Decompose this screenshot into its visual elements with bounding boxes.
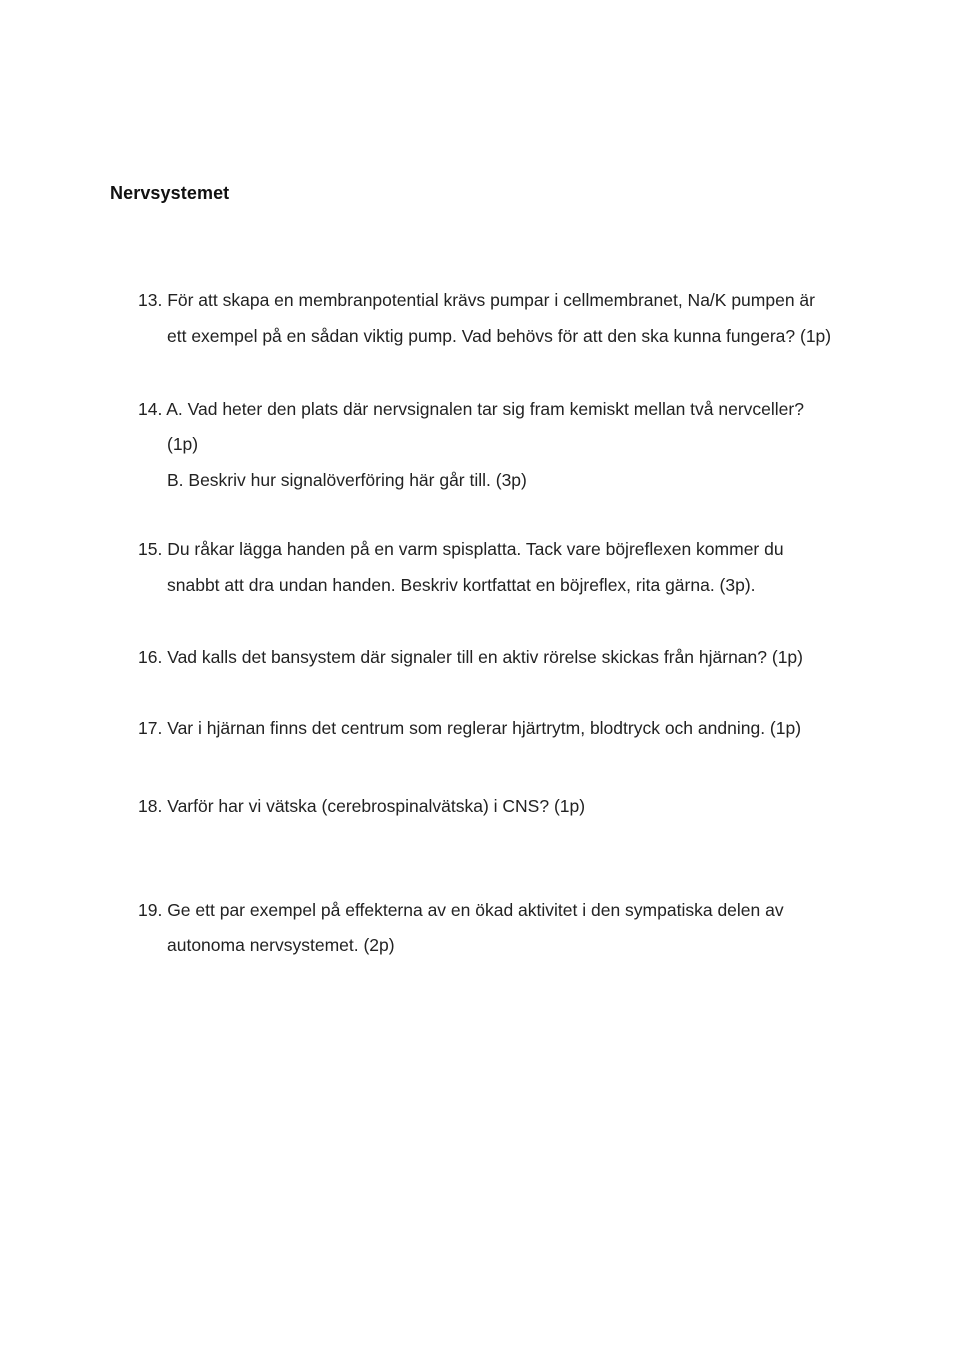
question-18-line: 18. Varför har vi vätska (cerebrospinalvätska) i CNS? (1p) [138,796,586,816]
question-16-line: 16. Vad kalls det bansystem där signaler till en aktiv rörelse skickas från hjärnan? (1p) [138,647,803,667]
question-19-line-1: 19. Ge ett par exempel på effekterna av en ökad aktivitet i den sympatiska delen av [138,900,784,920]
question-13-line-2: ett exempel på en sådan viktig pump. Vad behövs för att den ska kunna fungera? (1p) [167,326,832,346]
question-17-line: 17. Var i hjärnan finns det centrum som reglerar hjärtrytm, blodtryck och andning. (1p) [138,718,802,738]
question-14a-line-1: 14. A. Vad heter den plats där nervsignalen tar sig fram kemiskt mellan två nervceller? [138,399,804,419]
question-15-line-1: 15. Du råkar lägga handen på en varm spisplatta. Tack vare böjreflexen kommer du [138,539,784,559]
question-13-line-1: 13. För att skapa en membranpotential krävs pumpar i cellmembranet, Na/K pumpen är [138,290,815,310]
question-19-line-2: autonoma nervsystemet. (2p) [167,935,395,955]
question-14b-line: B. Beskriv hur signalöverföring här går till. (3p) [167,470,527,490]
page-title: Nervsystemet [110,183,230,203]
question-15-line-2: snabbt att dra undan handen. Beskriv kortfattat en böjreflex, rita gärna. (3p). [167,575,756,595]
question-14a-line-2: (1p) [167,434,199,454]
